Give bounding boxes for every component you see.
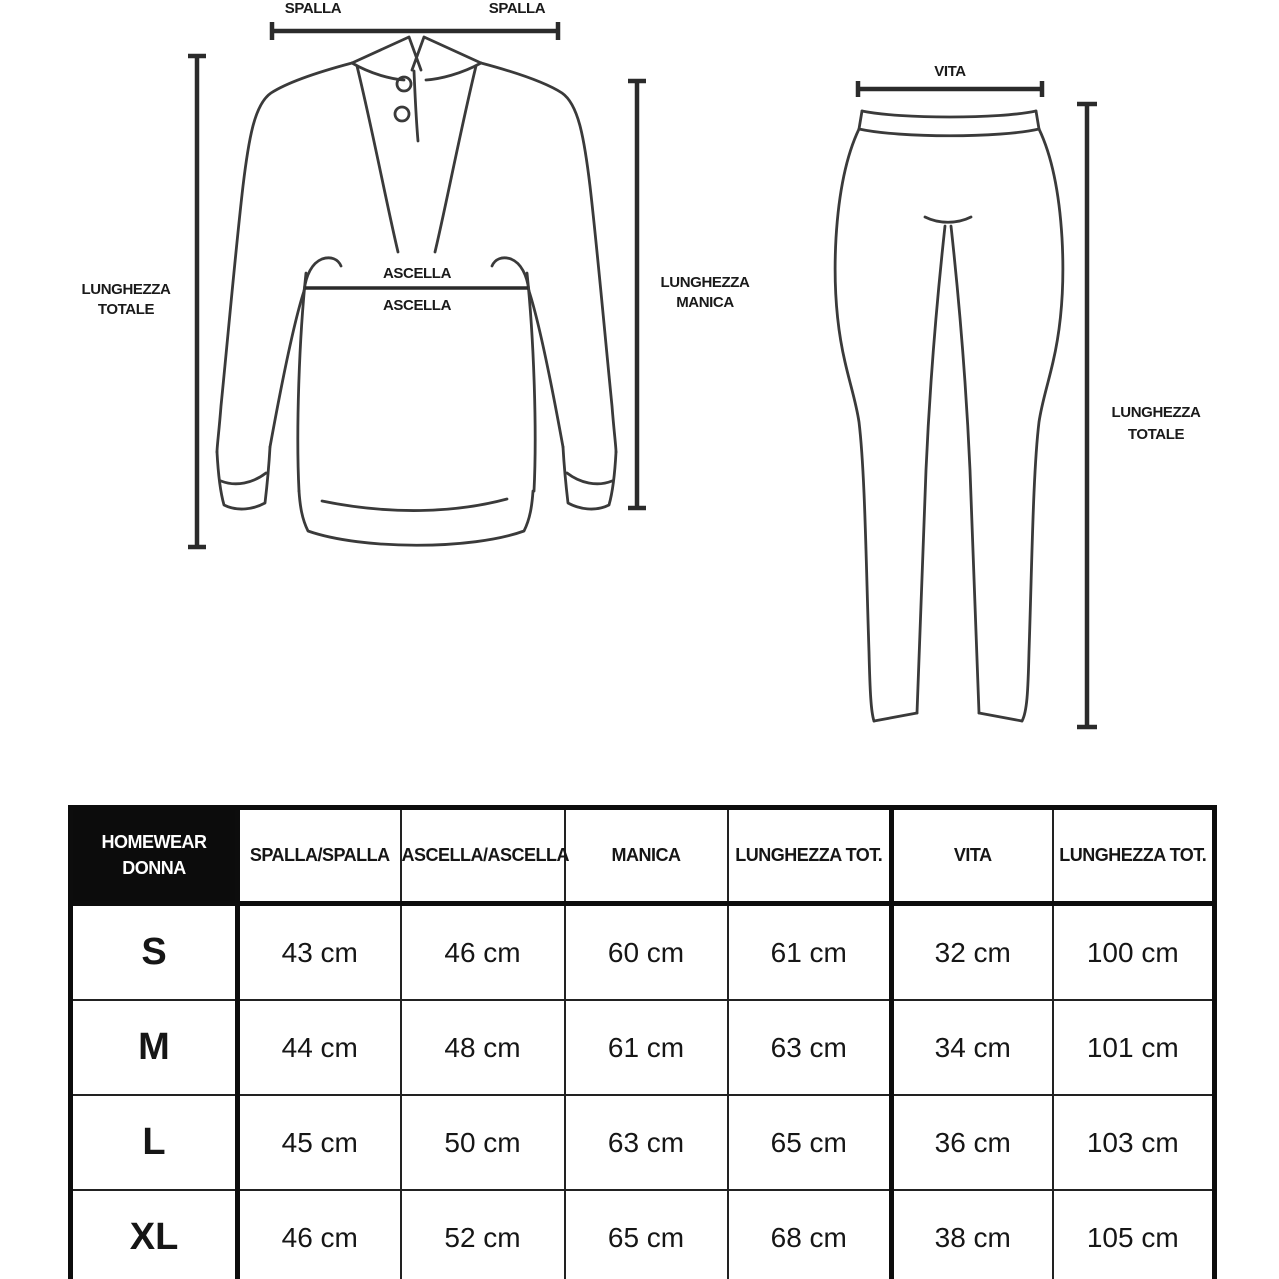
sleeve-length-label-line1: LUNGHEZZA: [660, 274, 750, 291]
total-length-label-line2: TOTALE: [97, 301, 155, 318]
value-cell: 60 cm: [565, 904, 728, 1001]
armpit-label-top: ASCELLA: [382, 265, 452, 282]
shoulder-measure-line: [272, 22, 558, 40]
table-title-cell: [71, 808, 238, 904]
value-cell: 100 cm: [1053, 904, 1215, 1001]
value-cell: 61 cm: [728, 904, 892, 1001]
value-cell: 50 cm: [401, 1095, 565, 1190]
col-header-lunghezza-tot-pants: LUNGHEZZA TOT.: [1053, 808, 1215, 904]
table-row: [71, 904, 1215, 1001]
pants-total-length-label-line2: TOTALE: [1127, 426, 1185, 443]
waist-label: VITA: [934, 63, 966, 80]
shoulder-label-right: SPALLA: [488, 0, 546, 17]
total-length-label-line1: LUNGHEZZA: [81, 281, 171, 298]
table-title-line2: DONNA: [122, 857, 186, 878]
pants-measure-lines: [858, 81, 1097, 727]
pants-drawing: [835, 111, 1063, 721]
value-cell: 65 cm: [728, 1095, 892, 1190]
pants-total-length-label-line1: LUNGHEZZA: [1111, 404, 1201, 421]
size-cell: L: [71, 1095, 238, 1190]
value-cell: 105 cm: [1053, 1190, 1215, 1279]
value-cell: 101 cm: [1053, 1000, 1215, 1095]
value-cell: 103 cm: [1053, 1095, 1215, 1190]
value-cell: 46 cm: [238, 1190, 401, 1279]
size-cell: S: [71, 904, 238, 1001]
table-title-line1: HOMEWEAR: [101, 832, 207, 853]
table-row: [71, 1190, 1215, 1279]
sweatshirt-measure-lines: [188, 22, 646, 547]
armpit-label-bottom: ASCELLA: [382, 297, 452, 314]
value-cell: 52 cm: [401, 1190, 565, 1279]
value-cell: 43 cm: [238, 904, 401, 1001]
size-cell: XL: [71, 1190, 238, 1279]
shoulder-label-left: SPALLA: [284, 0, 342, 17]
total-length-measure-line: [188, 56, 206, 547]
value-cell: 63 cm: [565, 1095, 728, 1190]
value-cell: 44 cm: [238, 1000, 401, 1095]
sleeve-length-measure-line: [628, 81, 646, 508]
value-cell: 65 cm: [565, 1190, 728, 1279]
value-cell: 34 cm: [892, 1000, 1053, 1095]
size-chart-table: [68, 805, 1217, 1279]
table-row: [71, 1095, 1215, 1190]
size-cell: M: [71, 1000, 238, 1095]
col-header-lunghezza-tot-top: LUNGHEZZA TOT.: [728, 808, 892, 904]
col-header-manica: MANICA: [565, 808, 728, 904]
col-header-ascella-ascella: ASCELLA/ASCELLA: [401, 808, 565, 904]
value-cell: 61 cm: [565, 1000, 728, 1095]
pants-total-length-measure-line: [1077, 104, 1097, 727]
value-cell: 68 cm: [728, 1190, 892, 1279]
table-header-row: [71, 808, 1215, 904]
col-header-vita: VITA: [892, 808, 1053, 904]
value-cell: 46 cm: [401, 904, 565, 1001]
value-cell: 45 cm: [238, 1095, 401, 1190]
value-cell: 48 cm: [401, 1000, 565, 1095]
table-row: [71, 1000, 1215, 1095]
col-header-spalla-spalla: SPALLA/SPALLA: [238, 808, 401, 904]
sweatshirt-drawing: [217, 37, 616, 545]
value-cell: 36 cm: [892, 1095, 1053, 1190]
waist-measure-line: [858, 81, 1042, 97]
value-cell: 38 cm: [892, 1190, 1053, 1279]
value-cell: 32 cm: [892, 904, 1053, 1001]
value-cell: 63 cm: [728, 1000, 892, 1095]
sleeve-length-label-line2: MANICA: [676, 294, 734, 311]
